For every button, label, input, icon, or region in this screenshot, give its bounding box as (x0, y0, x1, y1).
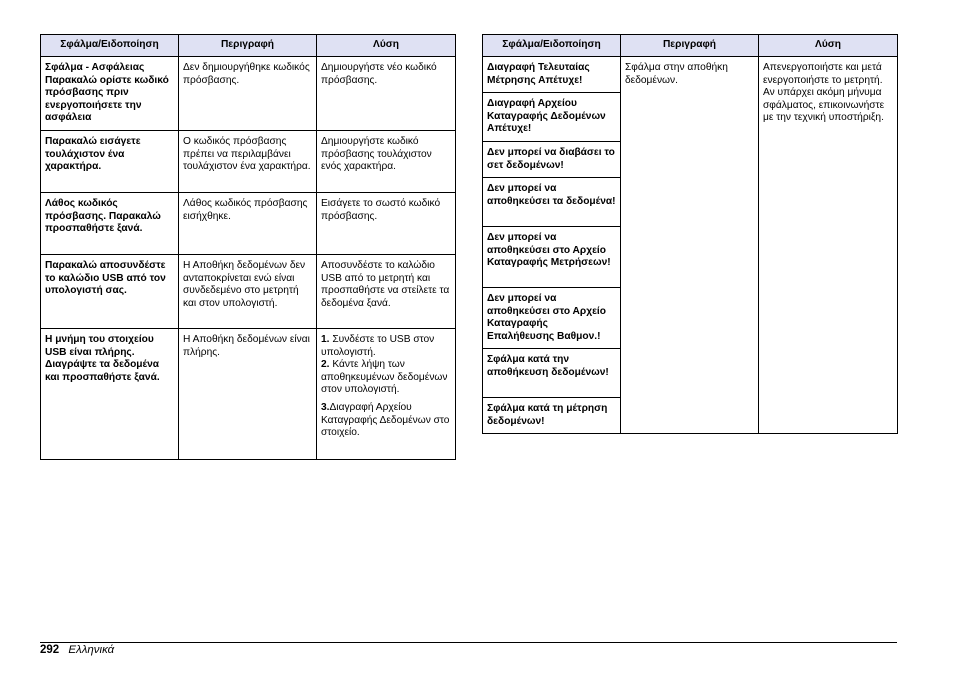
solution-cell: Δημιουργήστε κωδικό πρόσβασης τουλάχιστον ενός χαρακτήρα. (317, 131, 456, 193)
header-description: Περιγραφή (179, 35, 317, 57)
header-error: Σφάλμα/Ειδοποίηση (41, 35, 179, 57)
troubleshooting-table-left (40, 34, 456, 460)
solution-step (321, 359, 451, 397)
description-cell: Σφάλμα στην αποθήκη δεδομένων. (621, 57, 759, 434)
error-cell: Δεν μπορεί να αποθηκεύσει τα δεδομένα! (483, 178, 621, 227)
error-cell: Δεν μπορεί να διαβάσει το σετ δεδομένων! (483, 142, 621, 178)
table-row (41, 255, 456, 329)
error-cell: Δεν μπορεί να αποθηκεύσει στο Αρχείο Καταγραφής Επαλήθευσης Βαθμον.! (483, 288, 621, 349)
header-solution: Λύση (759, 35, 898, 57)
error-cell: Διαγραφή Αρχείου Καταγραφής Δεδομένων Απέτυχε! (483, 93, 621, 142)
page-language: Ελληνικά (68, 644, 115, 656)
error-cell: Δεν μπορεί να αποθηκεύσει στο Αρχείο Καταγραφής Μετρήσεων! (483, 227, 621, 288)
header-solution: Λύση (317, 35, 456, 57)
error-cell: Λάθος κωδικός πρόσβασης. Παρακαλώ προσπαθήστε ξανά. (41, 193, 179, 255)
description-cell: Δεν δημιουργήθηκε κωδικός πρόσβασης. (179, 57, 317, 131)
troubleshooting-table-right (482, 34, 898, 434)
solution-cell: Απενεργοποιήστε και μετά ενεργοποιήστε το μετρητή. Αν υπάρχει ακόμη μήνυμα σφάλματος, επικοινωνήστε με την τεχνική υποστήριξη. (759, 57, 898, 434)
step-text: Κάντε λήψη των αποθηκευμένων δεδομένων στον υπολογιστή. (321, 359, 448, 396)
step-text: Διαγραφή Αρχείου Καταγραφής Δεδομένων στο στοιχείο. (321, 401, 450, 439)
footer-divider (40, 642, 897, 643)
solution-cell (317, 329, 456, 460)
step-number: 3. (321, 401, 330, 413)
table-row (41, 193, 456, 255)
error-cell: Σφάλμα - Ασφάλειας Παρακαλώ ορίστε κωδικό πρόσβασης πριν ενεργοποιήσετε την ασφάλεια (41, 57, 179, 131)
description-cell: Η Αποθήκη δεδομένων είναι πλήρης. (179, 329, 317, 460)
solution-cell: Εισάγετε το σωστό κωδικό πρόσβασης. (317, 193, 456, 255)
error-cell: Παρακαλώ αποσυνδέστε το καλώδιο USB από τον υπολογιστή σας. (41, 255, 179, 329)
error-cell: Παρακαλώ εισάγετε τουλάχιστον ένα χαρακτήρα. (41, 131, 179, 193)
description-cell: Η Αποθήκη δεδομένων δεν ανταποκρίνεται ενώ είναι συνδεδεμένο στο μετρητή και στον υπολογιστή. (179, 255, 317, 329)
step-number: 2. (321, 359, 330, 371)
error-cell: Σφάλμα κατά την αποθήκευση δεδομένων! (483, 349, 621, 398)
page-footer (40, 643, 114, 657)
table-row (41, 131, 456, 193)
header-error: Σφάλμα/Ειδοποίηση (483, 35, 621, 57)
error-cell: Η μνήμη του στοιχείου USB είναι πλήρης. Διαγράψτε τα δεδομένα και προσπαθήστε ξανά. (41, 329, 179, 460)
header-row (483, 35, 898, 57)
step-text: Συνδέστε το USB στον υπολογιστή. (321, 334, 435, 358)
solution-cell: Αποσυνδέστε το καλώδιο USB από το μετρητή και προσπαθήστε να στείλετε τα δεδομένα ξανά. (317, 255, 456, 329)
solution-cell: Δημιουργήστε νέο κωδικό πρόσβασης. (317, 57, 456, 131)
header-description: Περιγραφή (621, 35, 759, 57)
table-row (41, 329, 456, 460)
step-number: 1. (321, 334, 330, 345)
error-cell: Διαγραφή Τελευταίας Μέτρησης Απέτυχε! (483, 57, 621, 93)
table-row (41, 57, 456, 131)
solution-step (321, 334, 451, 359)
error-cell: Σφάλμα κατά τη μέτρηση δεδομένων! (483, 398, 621, 434)
header-row (41, 35, 456, 57)
description-cell: Λάθος κωδικός πρόσβασης εισήχθηκε. (179, 193, 317, 255)
page-number: 292 (40, 644, 60, 656)
description-cell: Ο κωδικός πρόσβασης πρέπει να περιλαμβάνει τουλάχιστον ένα χαρακτήρα. (179, 131, 317, 193)
solution-step (321, 402, 451, 440)
table-row (483, 57, 898, 93)
